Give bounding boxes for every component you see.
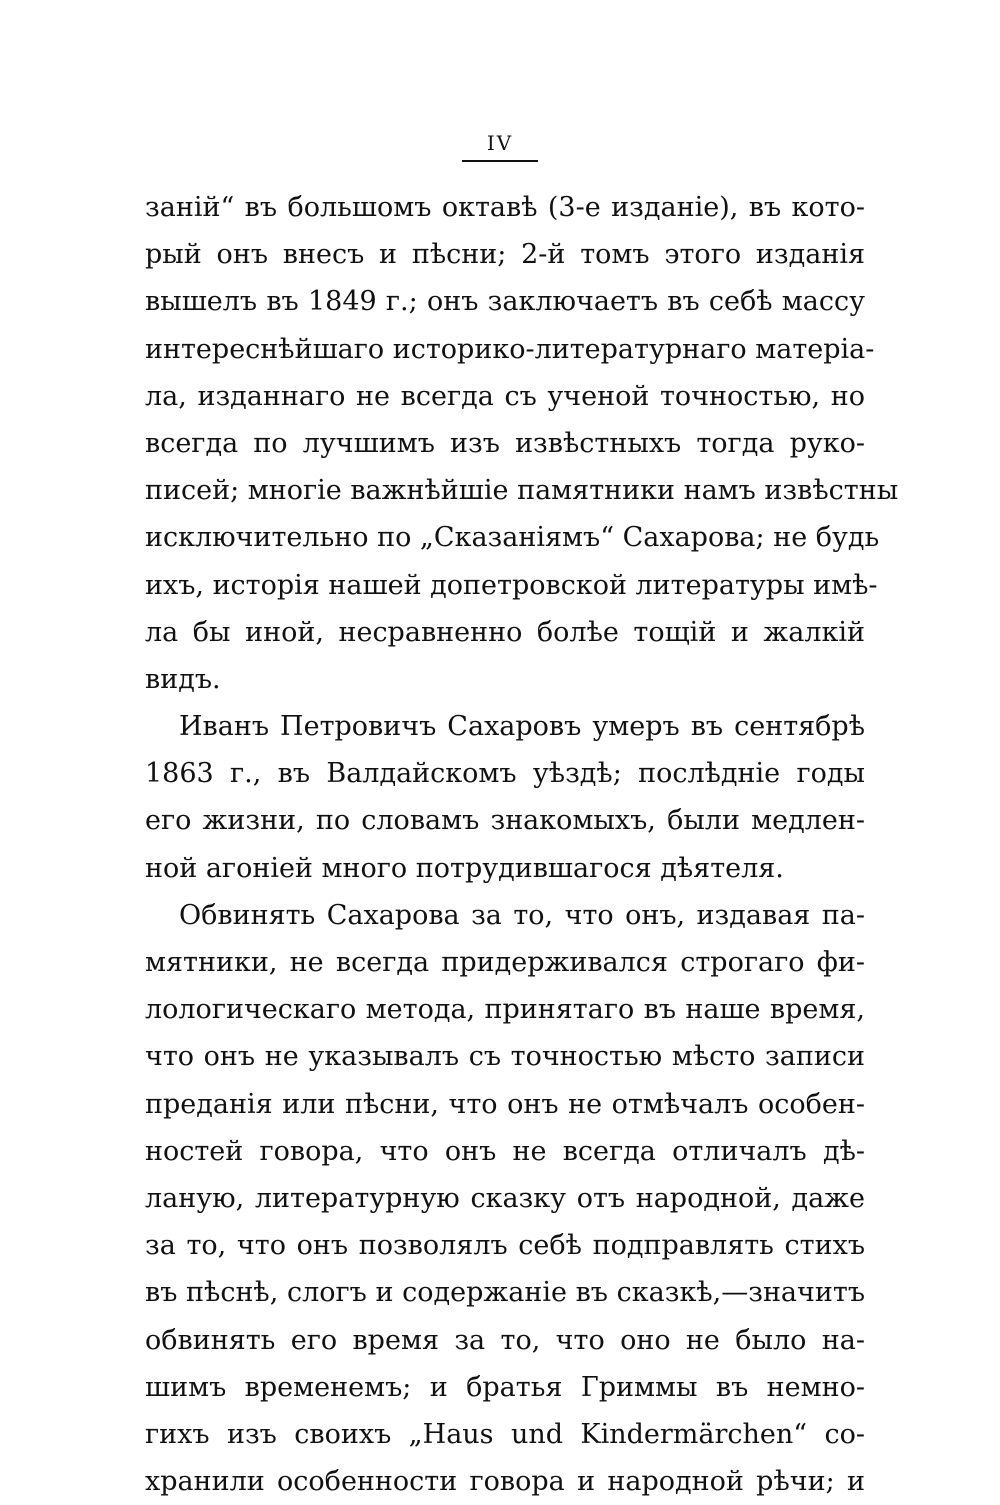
text-line: хранили особенности говора и народной рѣчи; и (145, 1466, 865, 1498)
text-line: писей; многіе важнѣйшіе памятники намъ извѣстны (145, 475, 899, 507)
text-line: всегда по лучшимъ изъ извѣстныхъ тогда руко- (145, 427, 865, 459)
header-rule (462, 160, 538, 162)
text-line: видъ. (145, 663, 221, 695)
text-line: ихъ, исторія нашей допетровской литературы имѣ- (145, 569, 878, 601)
text-line: лологическаго метода, принятаго въ наше время, (145, 994, 865, 1026)
text-line: его жизни, по словамъ знакомыхъ, были медлен- (145, 805, 865, 837)
text-line: преданія или пѣсни, что онъ не отмѣчалъ особен- (145, 1088, 865, 1120)
body-text (145, 184, 899, 1505)
text-line: рый онъ внесъ и пѣсни; 2-й томъ этого изданія (145, 239, 865, 271)
text-line: въ пѣснѣ, слогъ и содержаніе въ сказкѣ,—значитъ (145, 1277, 865, 1309)
text-line: обвинять его время за то, что оно не было на- (145, 1324, 865, 1356)
text-line: за то, что онъ позволялъ себѣ подправлять стихъ (145, 1230, 865, 1262)
text-line: ланую, литературную сказку отъ народной, даже (145, 1182, 865, 1214)
text-line: интереснѣйшаго историко-литературнаго матеріа- (145, 333, 875, 365)
text-line: ла бы иной, несравненно болѣе тощій и жалкій (145, 616, 865, 648)
text-line: вышелъ въ 1849 г.; онъ заключаетъ въ себѣ массу (145, 286, 865, 318)
text-line: заній“ въ большомъ октавѣ (3-е изданіе), въ кото- (145, 192, 865, 223)
text-line: исключительно по „Сказаніямъ“ Сахарова; не будь (145, 522, 880, 554)
text-line: 1863 г., въ Валдайскомъ уѣздѣ; послѣдніе годы (145, 758, 865, 790)
text-line: Обвинять Сахарова за то, что онъ, издавая па- (179, 899, 865, 931)
page-number: IV (486, 131, 514, 155)
text-line: гихъ изъ своихъ „Haus und Kindermärchen“ со- (145, 1418, 865, 1450)
text-line: Иванъ Петровичъ Сахаровъ умеръ въ сентябрѣ (179, 711, 865, 743)
text-line: ностей говора, что онъ не всегда отличалъ дѣ- (145, 1135, 865, 1167)
text-line: мятники, не всегда придерживался строгаго фи- (145, 947, 865, 978)
text-line: ла, изданнаго не всегда съ ученой точностью, но (145, 380, 865, 412)
text-line: ной агоніей много потрудившагося дѣятеля. (145, 852, 784, 884)
text-line: что онъ не указывалъ съ точностью мѣсто записи (145, 1041, 865, 1073)
text-line: шимъ временемъ; и братья Гриммы въ немно- (145, 1371, 865, 1403)
